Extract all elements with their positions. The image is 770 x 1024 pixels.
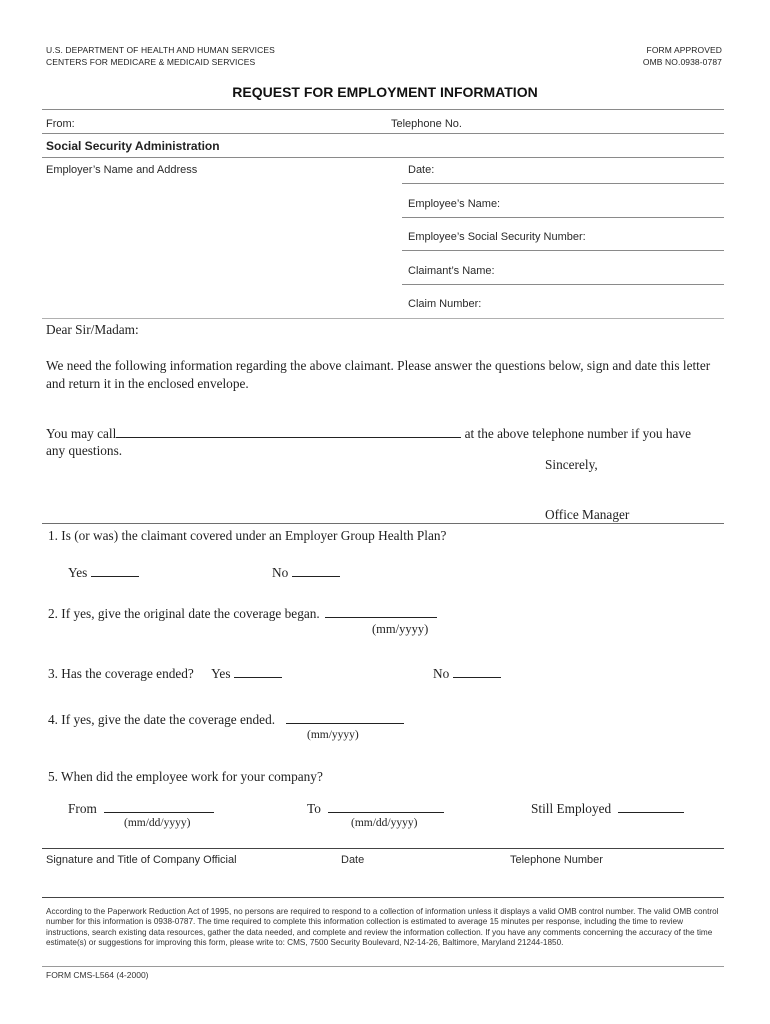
q5-to [307,800,444,817]
call-instruction [46,425,691,442]
claimant-name-label: Claimant’s Name: [408,265,495,277]
q5-from-blank[interactable] [104,800,214,813]
from-divider [42,133,724,134]
question-1: 1. Is (or was) the claimant covered under an Employer Group Health Plan? [48,528,447,543]
department-name: U.S. DEPARTMENT OF HEALTH AND HUMAN SERVICES [46,45,275,55]
signature-telephone-label: Telephone Number [510,854,603,866]
date-field-label: Date: [408,164,435,176]
q3-no [433,665,501,682]
call-name-blank[interactable] [116,425,461,438]
q1-yes-label: Yes [68,565,88,580]
q3-yes-blank[interactable] [234,665,282,678]
agency-name: CENTERS FOR MEDICARE & MEDICAID SERVICES [46,57,256,67]
q1-yes [68,564,139,581]
q1-no-label: No [272,565,289,580]
sender-agency: Social Security Administration [46,139,220,153]
signature-date-label: Date [341,854,365,866]
q2-format-hint: (mm/yyyy) [372,622,429,636]
q5-from [68,800,214,817]
q4-text: 4. If yes, give the date the coverage ended. [48,712,276,727]
q5-still-employed-label: Still Employed [531,801,612,816]
q2-date-blank[interactable] [325,605,437,618]
claimant-name-line [402,284,724,285]
telephone-label: Telephone No. [391,118,462,130]
signature-label: Signature and Title of Company Official [46,854,237,866]
question-2 [48,605,437,622]
question-5: 5. When did the employee work for your company? [48,769,323,784]
question-4 [48,711,404,728]
agency-divider [42,157,724,158]
q1-no [272,564,340,581]
signer-title: Office Manager [545,507,630,522]
call-suffix: at the above telephone number if you have [464,426,691,441]
form-approved-label: FORM APPROVED [646,45,722,55]
q5-still-employed-blank[interactable] [618,800,684,813]
q4-format-hint: (mm/yyyy) [307,729,359,741]
paperwork-reduction-notice: According to the Paperwork Reduction Act of 1995, no persons are required to respond to a collection of information unless it displays a valid OMB control number. The valid OMB control number for this information is 0938-0787. The time required to complete this information collection is estimated to average 15 minutes per response, including the time to review instructions, search existing data resources, gather the data needed, and complete and review the information collection. If you have any comments concerning the accuracy of the time estimate(s) or suggestions for improving this form, please write to: CMS, 7500 Security Boulevard, N2-14-26, Baltimore, Maryland 21244-1850. [46,907,719,948]
q3-no-label: No [433,666,450,681]
q3-no-blank[interactable] [453,665,501,678]
letter-paragraph: We need the following information regarding the above claimant. Please answer the questions below, sign and date this letter and return it in the enclosed envelope. [46,358,711,391]
signature-top-line [42,848,724,849]
form-title: REQUEST FOR EMPLOYMENT INFORMATION [232,84,538,100]
call-line-2: any questions. [46,443,123,458]
fields-divider [42,318,724,319]
q5-to-format-hint: (mm/dd/yyyy) [351,817,418,829]
salutation: Dear Sir/Madam: [46,322,139,337]
q3-yes-label: Yes [211,666,231,681]
omb-number: OMB NO.0938-0787 [642,57,722,67]
employer-name-address-label: Employer’s Name and Address [46,164,198,176]
q2-text: 2. If yes, give the original date the coverage began. [48,606,320,621]
q5-to-label: To [307,801,321,816]
q5-from-label: From [68,801,97,816]
call-prefix: You may call [46,426,117,441]
q5-to-blank[interactable] [328,800,444,813]
q5-from-format-hint: (mm/dd/yyyy) [124,817,191,829]
employee-ssn-line [402,250,724,251]
q4-date-blank[interactable] [286,711,404,724]
closing: Sincerely, [545,457,598,472]
question-3 [48,665,282,682]
q3-text: 3. Has the coverage ended? [48,666,194,681]
q1-yes-blank[interactable] [91,564,139,577]
from-label: From: [46,118,75,130]
date-field-line [402,183,724,184]
form-number: FORM CMS-L564 (4-2000) [46,970,149,980]
footer-divider [42,966,724,967]
employee-name-line [402,217,724,218]
q1-no-blank[interactable] [292,564,340,577]
q5-still-employed [531,800,684,817]
title-divider [42,109,724,110]
letter-divider [42,523,724,524]
employee-ssn-label: Employee’s Social Security Number: [408,231,586,243]
claim-number-label: Claim Number: [408,298,482,310]
employee-name-label: Employee’s Name: [408,198,501,210]
signature-bottom-line [42,897,724,898]
